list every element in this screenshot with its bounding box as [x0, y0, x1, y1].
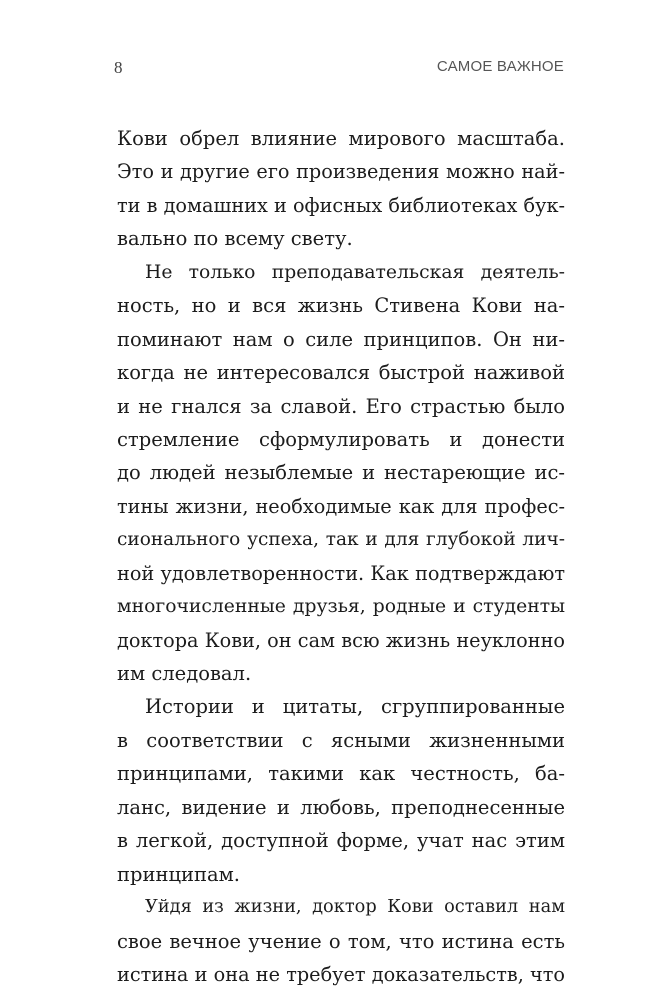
text-line: ланс, видение и любовь, преподнесенные [117, 795, 565, 819]
text-line: сионального успеха, так и для глубокой лич- [117, 529, 565, 551]
text-line: принципам. [117, 862, 240, 886]
text-line: в соответствии с ясными жизненными [117, 728, 565, 752]
text-line: им следовал. [117, 662, 252, 685]
text-line: ти в домашних и офисных библиотеках бук- [117, 193, 565, 217]
text-line: свое вечное учение о том, что истина есть [117, 929, 565, 953]
text-line: Это и другие его произведения можно най- [117, 160, 565, 184]
text-line: и не гнался за славой. Его страстью было [117, 394, 565, 418]
text-line: ной удовлетворенности. Как подтверждают [117, 561, 565, 585]
running-head: САМОЕ ВАЖНОЕ [436, 58, 564, 75]
text-line: Истории и цитаты, сгруппированные [145, 695, 565, 719]
text-line: в легкой, доступной форме, учат нас этим [117, 829, 565, 853]
text-line: стремление сформулировать и донести [117, 427, 565, 451]
text-line: до людей незыблемые и нестареющие ис- [117, 461, 565, 485]
text-line: ность, но и вся жизнь Стивена Кови на- [117, 294, 565, 318]
text-line: когда не интересовался быстрой наживой [117, 361, 565, 385]
text-line: Не только преподавательская деятель- [145, 261, 565, 283]
text-line: Уйдя из жизни, доктор Кови оставил нам [145, 897, 565, 918]
text-line: истина и она не требует доказательств, что [117, 962, 565, 986]
text-line: многочисленные друзья, родные и студенты [117, 596, 565, 618]
text-line: принципами, такими как честность, ба- [117, 762, 565, 786]
text-line: Кови обрел влияние мирового масштаба. [117, 127, 565, 150]
text-line: вально по всему свету. [117, 227, 353, 251]
page-number: 8 [114, 58, 123, 77]
text-line: доктора Кови, он сам всю жизнь неуклонно [117, 628, 565, 652]
body-text [117, 122, 565, 991]
text-line: поминают нам о силе принципов. Он ни- [117, 327, 565, 351]
text-line: тины жизни, необходимые как для профес- [117, 494, 565, 518]
